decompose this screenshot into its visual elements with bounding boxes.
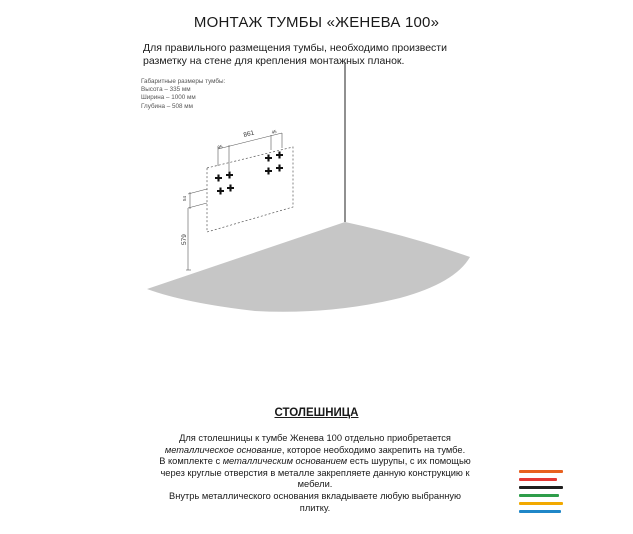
floor-surface (147, 222, 470, 312)
dim-label-left: 95 (217, 143, 224, 150)
logo-stripe (519, 486, 563, 489)
logo-stripe (519, 510, 561, 513)
brand-logo (519, 470, 565, 516)
mounting-points-right (265, 152, 283, 175)
countertop-line-7: плитку. (299, 502, 331, 513)
dim-label-side: 54 (182, 195, 187, 201)
dimension-side (186, 189, 207, 270)
logo-stripe (519, 478, 557, 481)
countertop-line-6: Внутрь металлического основания вкладываете любую выбранную (169, 490, 461, 501)
countertop-description (110, 433, 520, 514)
spec-depth: Глубина – 508 мм (141, 102, 193, 110)
spec-width: Ширина – 1000 мм (141, 94, 196, 102)
countertop-line-4: через круглые отверстия в металле закрепляете данную конструкцию к (160, 467, 470, 478)
countertop-line-1: Для столешницы к тумбе Женева 100 отдельно приобретается (179, 433, 451, 443)
logo-stripe (519, 470, 563, 473)
metal-base-term: металлическое основание (164, 444, 282, 455)
dimension-top (218, 133, 282, 171)
page-title: МОНТАЖ ТУМБЫ «ЖЕНЕВА 100» (193, 14, 440, 31)
countertop-line-2: металлическое основание, которое необходимо закрепить на тумбе. (164, 444, 466, 455)
mounting-points-left (215, 172, 234, 195)
intro-text: Для правильного размещения тумбы, необходимо произвести разметку на стене для крепления монтажных планок. (143, 42, 447, 67)
countertop-line-3: В комплекте с металлическим основанием есть шурупы, с их помощью (159, 456, 471, 467)
countertop-heading: СТОЛЕШНИЦА (274, 407, 359, 419)
spec-height: Высота – 335 мм (141, 86, 191, 94)
dim-label-height: 579 (181, 234, 188, 245)
countertop-line-5: мебели. (297, 479, 333, 490)
dim-label-main: 861 (242, 129, 256, 139)
spec-heading: Габаритные размеры тумбы: (141, 78, 226, 85)
logo-stripe (519, 494, 559, 497)
logo-stripe (519, 502, 563, 505)
dim-label-right: 45 (271, 128, 278, 135)
metal-base-term: металлическим основанием (222, 456, 348, 467)
